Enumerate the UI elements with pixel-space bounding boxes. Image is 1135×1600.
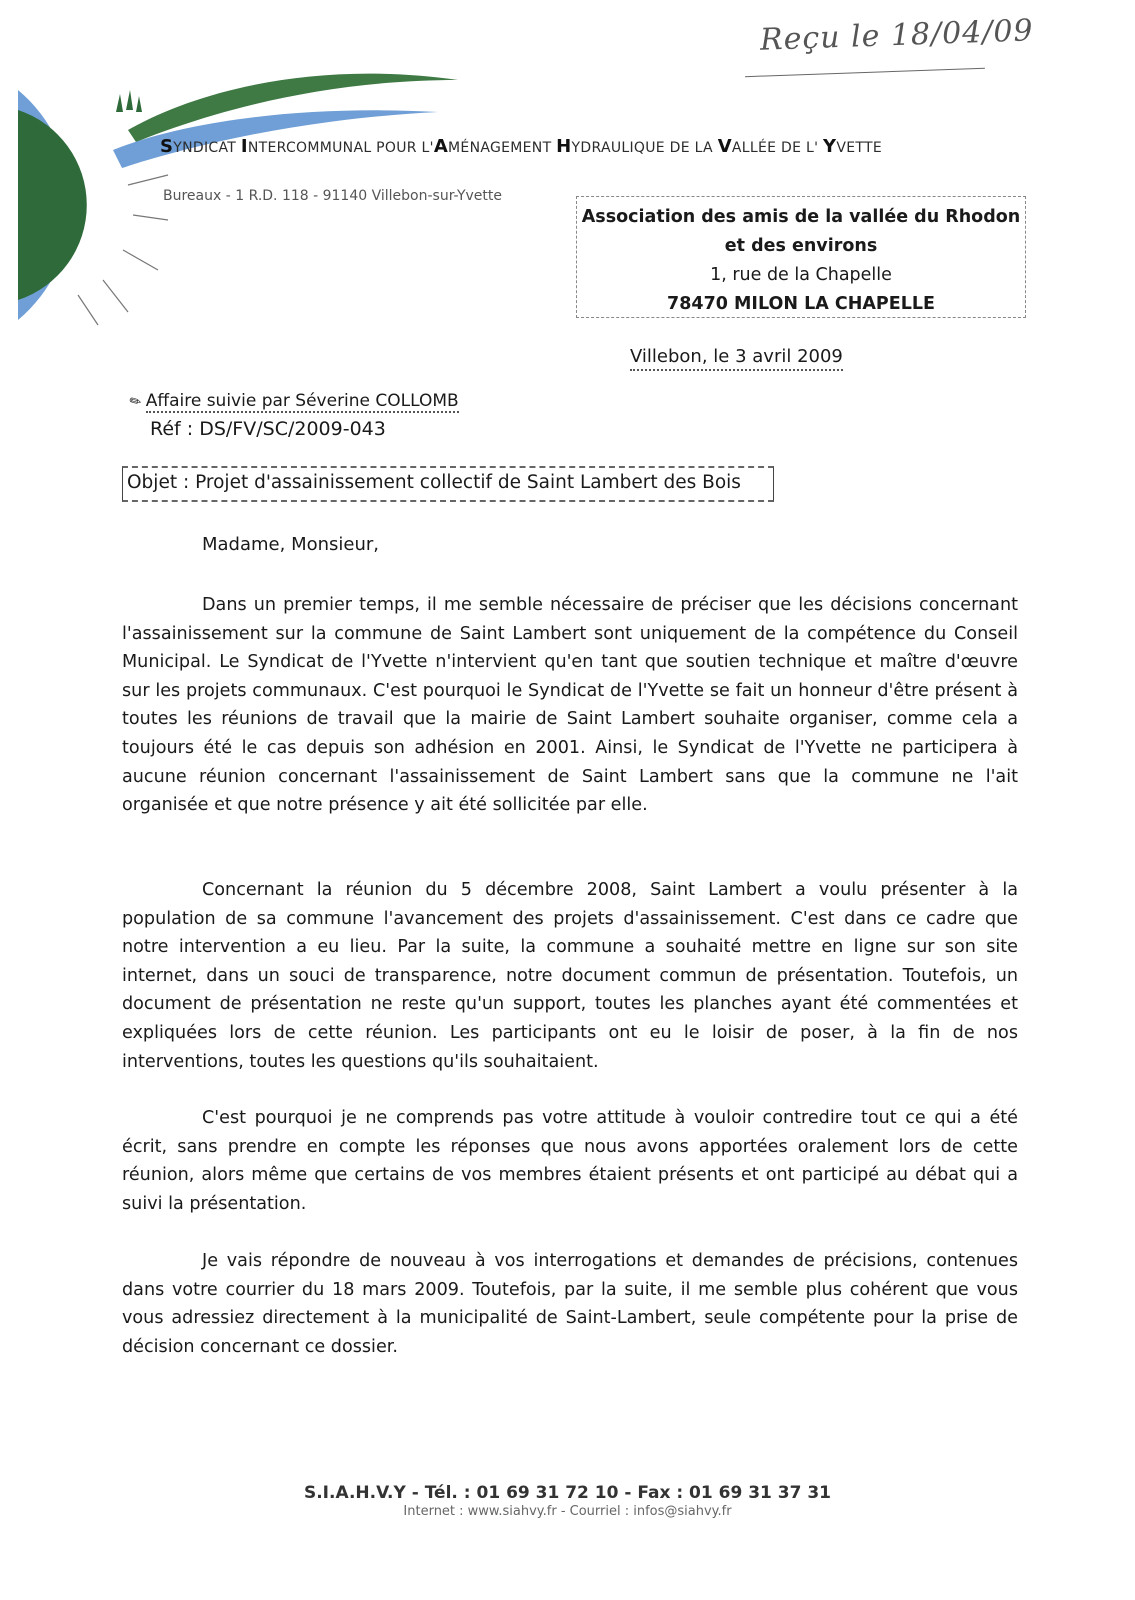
body-paragraph-2: Concernant la réunion du 5 décembre 2008, Saint Lambert a voulu présenter à la population de sa commune l'avancement des projets d'assainissement. C'est dans ce cadre que notre intervention a eu lieu. Par la suite, la commune a souhaité mettre en ligne sur son site internet, dans un souci de transparence, notre document commun de présentation. Toutefois, un document de présentation ne reste qu'un support, toutes les planches ayant été commentées et expliquées lors de cette réunion. Les participants ont eu le loisir de poser, à la fin de nos interventions, toutes les questions qu'ils souhaitaient. (122, 880, 1018, 1072)
recipient-line-1: Association des amis de la vallée du Rhodon (581, 207, 1021, 227)
recipient-line-3: 1, rue de la Chapelle (710, 265, 892, 285)
pen-icon: ✎ (126, 392, 145, 412)
recipient-line-2: et des environs (724, 236, 878, 256)
sender-name: SYNDICAT INTERCOMMUNAL POUR L'AMÉNAGEMENT HYDRAULIQUE DE LA VALLÉE DE L' YVETTE (160, 136, 882, 157)
logo-rays (78, 175, 168, 325)
body-paragraph-3: C'est pourquoi je ne comprends pas votre attitude à vouloir contredire tout ce qui a été écrit, sans prendre en compte les réponses que nous avons apportées oralement lors de cette réunion, alors même que certains de vos membres étaient présents et ont participé au débat qui a suivi la présentation. (122, 1108, 1018, 1214)
followed-by-line (126, 391, 459, 412)
recipient-address-box (576, 196, 1026, 318)
followed-by-text: Affaire suivie par Séverine COLLOMB (145, 391, 459, 411)
sender-address: Bureaux - 1 R.D. 118 - 91140 Villebon-sur-Yvette (163, 188, 502, 204)
received-note-underline (745, 68, 985, 77)
received-stamp-note: Reçu le 18/04/09 (759, 13, 1035, 58)
logo-green-disc (18, 110, 87, 300)
letter-date: Villebon, le 3 avril 2009 (630, 345, 843, 371)
subject-line: Objet : Projet d'assainissement collectif de Saint Lambert des Bois (122, 466, 774, 502)
body-paragraph-4: Je vais répondre de nouveau à vos interrogations et demandes de précisions, contenues dans votre courrier du 18 mars 2009. Toutefois, par la suite, il me semble plus cohérent que vous vous adressiez directement à la municipalité de Saint-Lambert, seule compétente pour la prise de décision concernant ce dossier. (122, 1251, 1018, 1357)
logo-grass (116, 90, 142, 112)
footer-contact: S.I.A.H.V.Y - Tél. : 01 69 31 72 10 - Fax : 01 69 31 37 31 (303, 1483, 832, 1503)
recipient-line-4: 78470 MILON LA CHAPELLE (667, 294, 935, 314)
salutation: Madame, Monsieur, (202, 534, 380, 555)
reference-number: Réf : DS/FV/SC/2009-043 (150, 418, 386, 440)
footer-web: Internet : www.siahvy.fr - Courriel : infos@siahvy.fr (403, 1504, 732, 1519)
body-paragraph-1: Dans un premier temps, il me semble nécessaire de préciser que les décisions concernant l'assainissement sur la commune de Saint Lambert sont uniquement de la compétence du Conseil Municipal. Le Syndicat de l'Yvette n'intervient qu'en tant que soutien technique et maître d'œuvre sur les projets communaux. C'est pourquoi le Syndicat de l'Yvette se fait un honneur d'être présent à toutes les réunions de travail que la mairie de Saint Lambert souhaite organiser, comme cela a toujours été le cas depuis son adhésion en 2001. Ainsi, le Syndicat de l'Yvette ne participera à aucune réunion concernant l'assainissement de Saint Lambert sans que la commune ne l'ait organisée et que notre présence y ait été sollicitée par elle. (122, 595, 1018, 816)
